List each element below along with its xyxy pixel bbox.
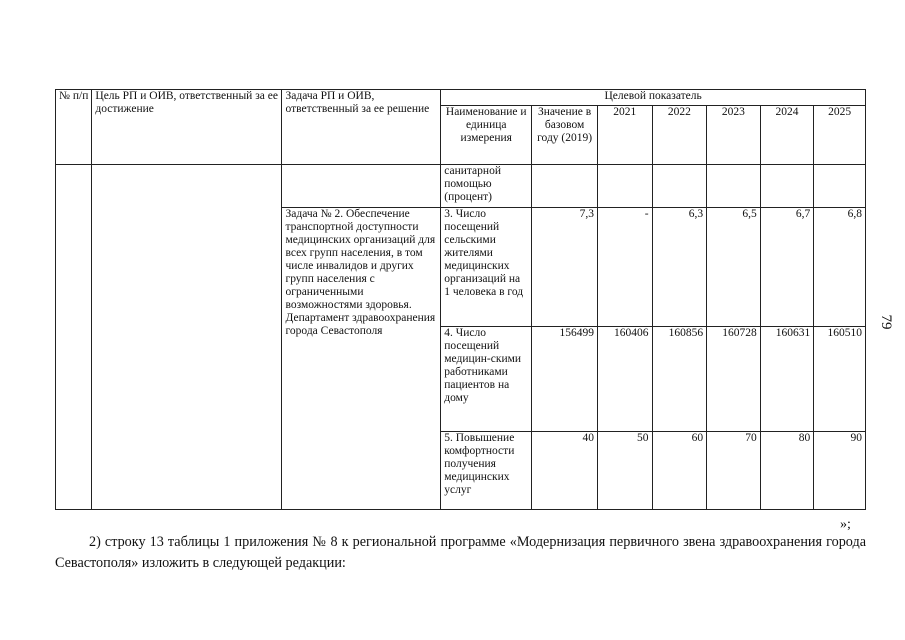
- indicator-3-2025: 6,8: [814, 208, 866, 327]
- indicator-3-base: 7,3: [532, 208, 598, 327]
- indicator-3-2021: -: [597, 208, 652, 327]
- indicator-5-name: 5. Повышение комфортности получения медицинских услуг: [441, 432, 532, 510]
- indicator-5-2025: 90: [814, 432, 866, 510]
- header-year-2022: 2022: [652, 106, 707, 165]
- continuation-indicator-name: санитарной помощью (процент): [441, 165, 532, 208]
- cell-task-continuation-empty: [282, 165, 441, 208]
- header-year-2025: 2025: [814, 106, 866, 165]
- cell-goal-empty: [92, 165, 282, 510]
- header-target-indicator: Целевой показатель: [441, 90, 866, 106]
- header-year-2024: 2024: [760, 106, 814, 165]
- page-number: 79: [878, 314, 894, 330]
- indicator-4-2022: 160856: [652, 327, 707, 432]
- continuation-2024-empty: [760, 165, 814, 208]
- header-year-2023: 2023: [707, 106, 761, 165]
- header-indicator-name: Наименование и единица измерения: [441, 106, 532, 165]
- continuation-2025-empty: [814, 165, 866, 208]
- closing-quote: »;: [840, 517, 851, 532]
- indicator-4-2025: 160510: [814, 327, 866, 432]
- amendment-paragraph: 2) строку 13 таблицы 1 приложения № 8 к региональной программе «Модернизация первичного звена здравоохранения города Севастополя» изложить в следующей редакции:: [55, 534, 866, 571]
- target-indicators-table: [55, 89, 866, 510]
- indicator-4-2021: 160406: [597, 327, 652, 432]
- indicator-3-2022: 6,3: [652, 208, 707, 327]
- header-goal: Цель РП и ОИВ, ответственный за ее достижение: [92, 90, 282, 165]
- indicator-4-2023: 160728: [707, 327, 761, 432]
- header-num: № п/п: [56, 90, 92, 165]
- header-year-2021: 2021: [597, 106, 652, 165]
- indicator-3-name: 3. Число посещений сельскими жителями медицинских организаций на 1 человека в год: [441, 208, 532, 327]
- continuation-2022-empty: [652, 165, 707, 208]
- continuation-2021-empty: [597, 165, 652, 208]
- indicator-5-2024: 80: [760, 432, 814, 510]
- indicator-5-2021: 50: [597, 432, 652, 510]
- header-base-value: Значение в базовом году (2019): [532, 106, 598, 165]
- indicator-5-2023: 70: [707, 432, 761, 510]
- indicator-5-base: 40: [532, 432, 598, 510]
- indicator-4-name: 4. Число посещений медицин-скими работниками пациентов на дому: [441, 327, 532, 432]
- indicator-3-2023: 6,5: [707, 208, 761, 327]
- task-2-description: Задача № 2. Обеспечение транспортной доступности медицинских организаций для всех групп населения, в том числе инвалидов и других групп населения с ограниченными возможностями здоровья. Департамент здравоохранения города Севастополя: [282, 208, 441, 510]
- indicator-4-base: 156499: [532, 327, 598, 432]
- indicator-5-2022: 60: [652, 432, 707, 510]
- continuation-2023-empty: [707, 165, 761, 208]
- continuation-base-empty: [532, 165, 598, 208]
- cell-num-empty: [56, 165, 92, 510]
- header-task: Задача РП и ОИВ, ответственный за ее решение: [282, 90, 441, 165]
- indicator-3-2024: 6,7: [760, 208, 814, 327]
- indicator-4-2024: 160631: [760, 327, 814, 432]
